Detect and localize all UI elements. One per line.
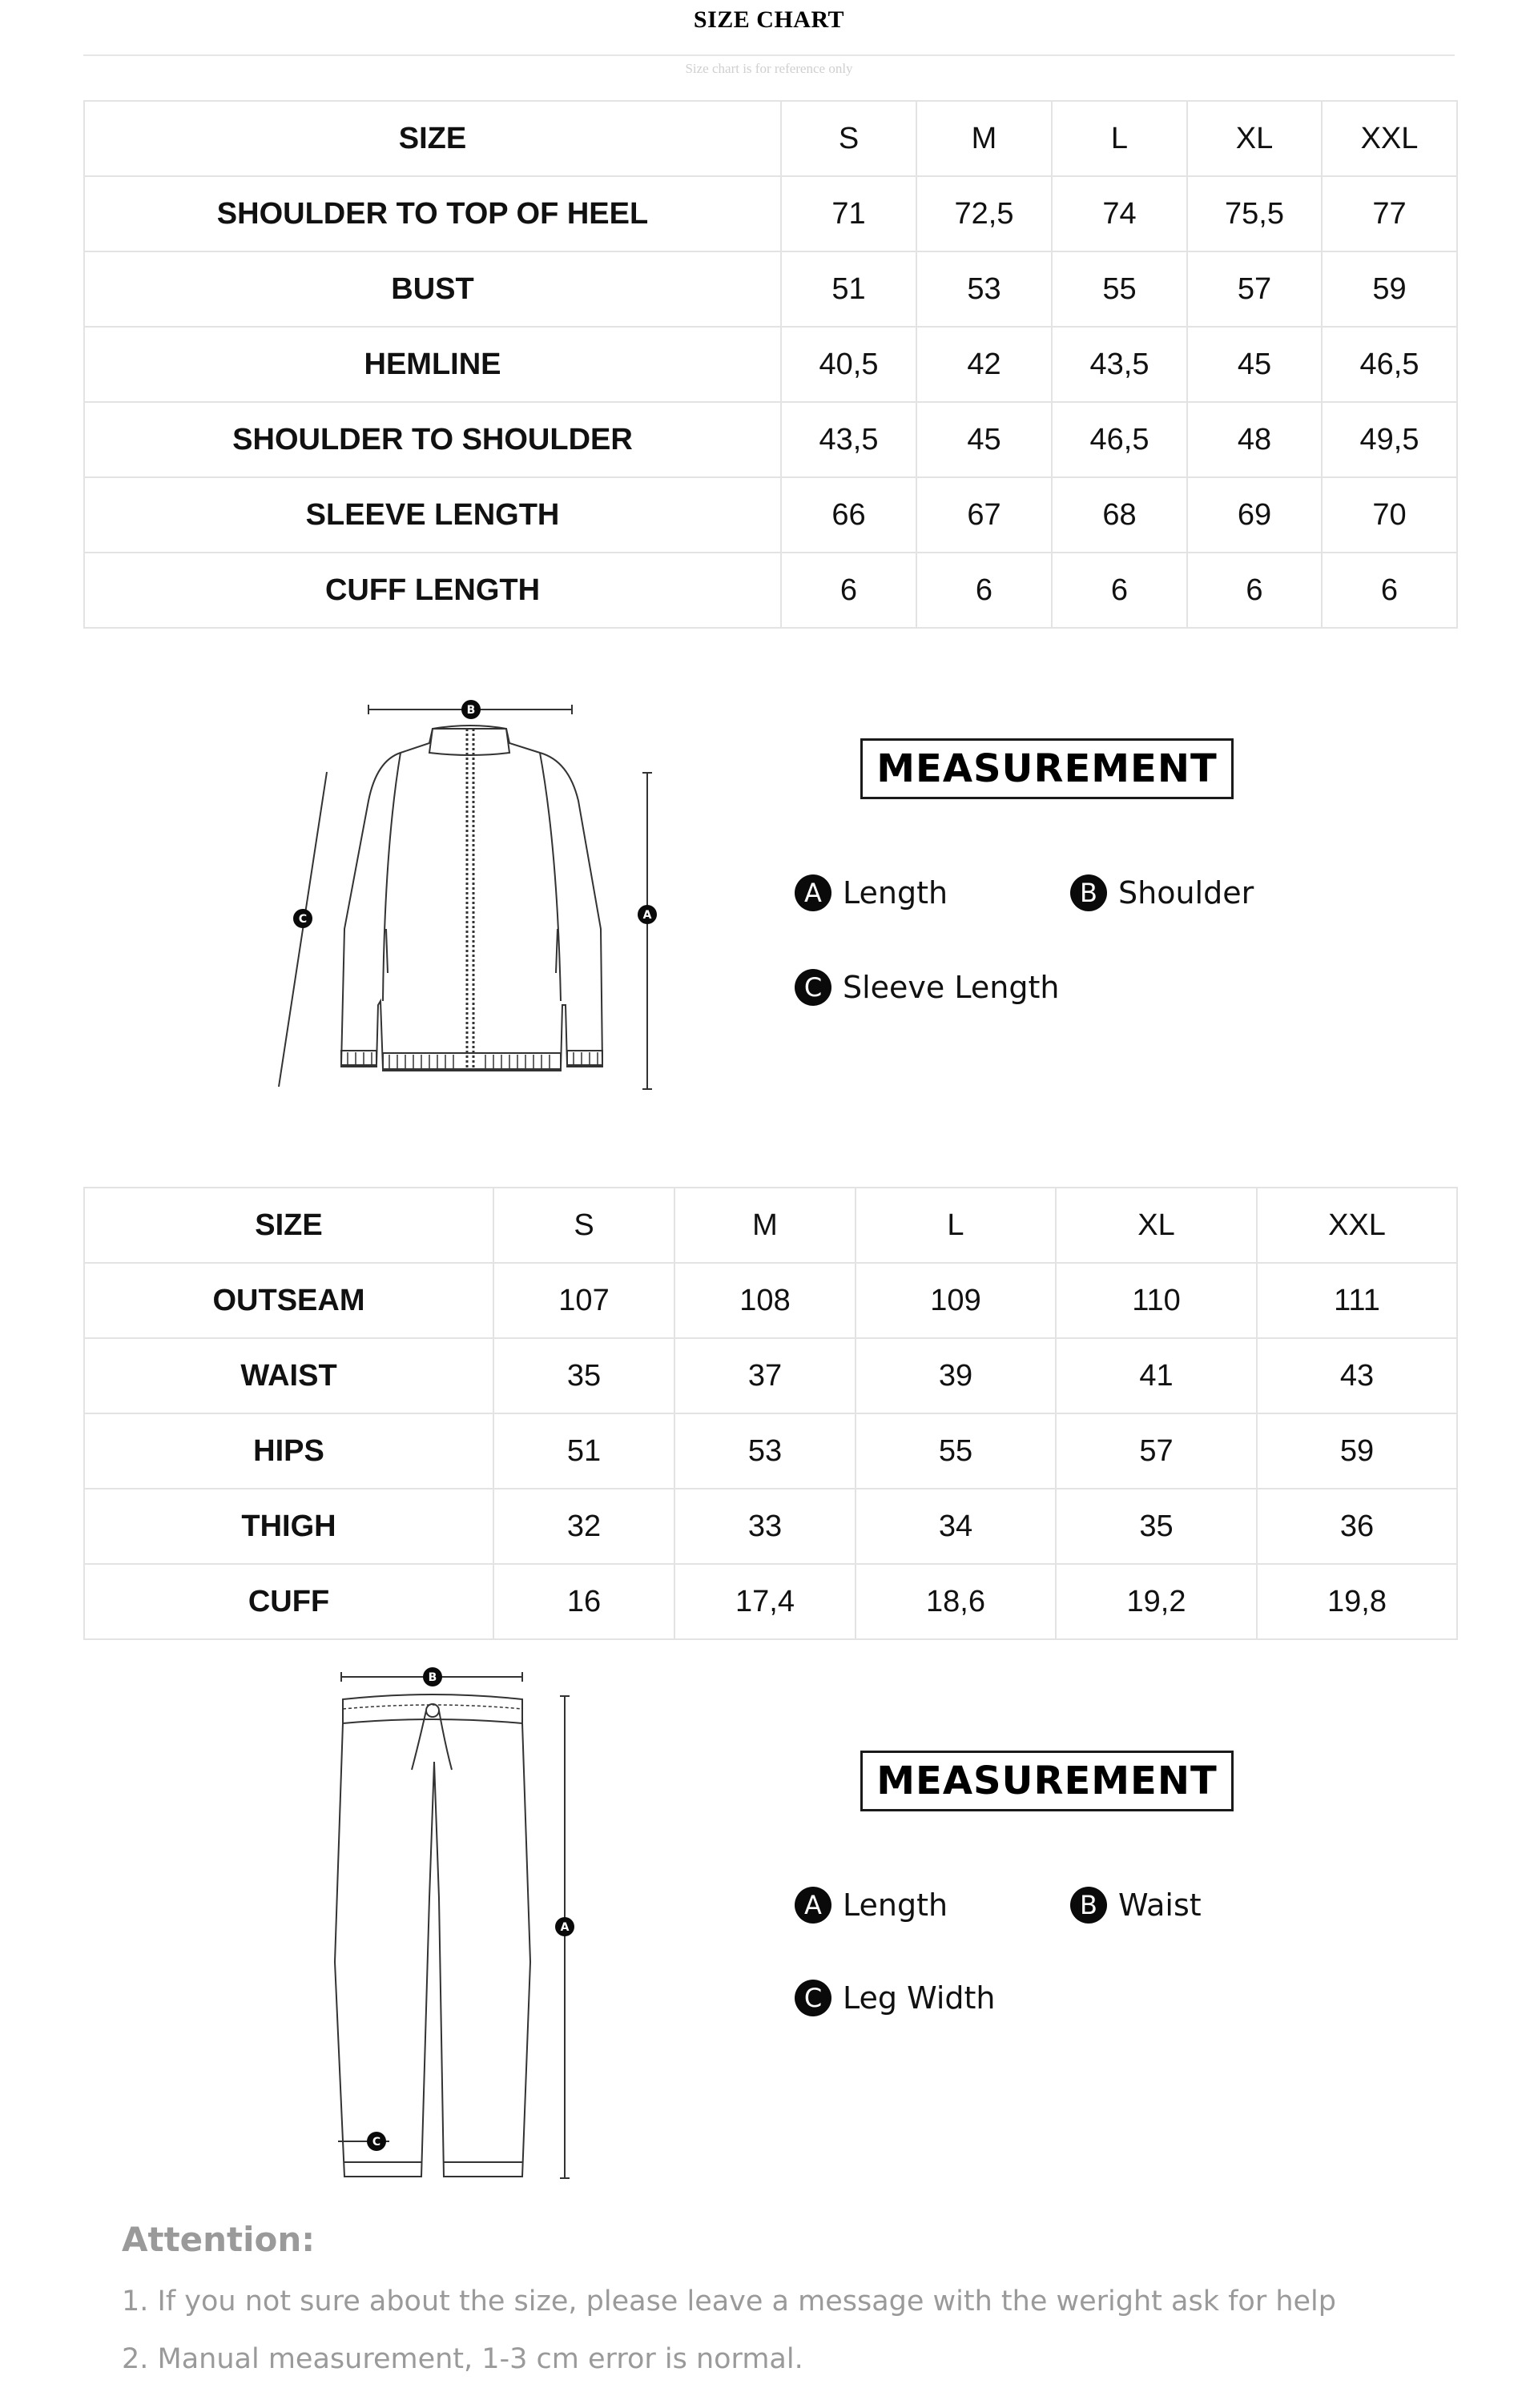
table-cell: 37 bbox=[674, 1338, 856, 1413]
table-header-row bbox=[84, 1188, 1457, 1263]
table-cell: 111 bbox=[1257, 1263, 1457, 1338]
badge-b-icon: B bbox=[1070, 1887, 1107, 1924]
badge-c-icon: C bbox=[795, 1980, 831, 2016]
row-label: BUST bbox=[84, 251, 781, 327]
table-cell: 35 bbox=[493, 1338, 674, 1413]
table-cell: 46,5 bbox=[1322, 327, 1457, 402]
table-cell: 51 bbox=[781, 251, 916, 327]
table-cell: 17,4 bbox=[674, 1564, 856, 1639]
column-header: L bbox=[856, 1188, 1056, 1263]
table-cell: 68 bbox=[1052, 477, 1187, 553]
table-cell: 41 bbox=[1056, 1338, 1257, 1413]
row-label: HIPS bbox=[84, 1413, 493, 1489]
legend-length bbox=[795, 874, 948, 911]
badge-a-icon: A bbox=[795, 1887, 831, 1924]
marker-c-label: C bbox=[298, 913, 308, 926]
legend-leg-width bbox=[795, 1980, 995, 2016]
marker-b-label: B bbox=[428, 1671, 437, 1684]
table-cell: 49,5 bbox=[1322, 402, 1457, 477]
page-title: SIZE CHART bbox=[693, 6, 845, 33]
table-cell: 6 bbox=[781, 553, 916, 628]
legend-label: Length bbox=[843, 875, 948, 911]
table-cell: 6 bbox=[1187, 553, 1322, 628]
sleeve-measure-line bbox=[279, 772, 327, 1087]
legend-shoulder bbox=[1070, 874, 1254, 911]
badge-b-icon: B bbox=[1070, 874, 1107, 911]
jacket-outline bbox=[341, 729, 602, 1069]
table-cell: 55 bbox=[856, 1413, 1056, 1489]
table-cell: 53 bbox=[916, 251, 1052, 327]
table-cell: 107 bbox=[493, 1263, 674, 1338]
table-cell: 53 bbox=[674, 1413, 856, 1489]
table-row bbox=[84, 477, 1457, 553]
marker-b-label: B bbox=[466, 704, 476, 717]
column-header: S bbox=[493, 1188, 674, 1263]
table-cell: 55 bbox=[1052, 251, 1187, 327]
legend-label: Sleeve Length bbox=[843, 970, 1060, 1005]
column-header: XL bbox=[1187, 101, 1322, 176]
row-label: SHOULDER TO TOP OF HEEL bbox=[84, 176, 781, 251]
table-cell: 18,6 bbox=[856, 1564, 1056, 1639]
table-cell: 70 bbox=[1322, 477, 1457, 553]
column-header: M bbox=[916, 101, 1052, 176]
pants-size-table bbox=[83, 1187, 1458, 1640]
table-cell: 72,5 bbox=[916, 176, 1052, 251]
table-cell: 42 bbox=[916, 327, 1052, 402]
table-cell: 75,5 bbox=[1187, 176, 1322, 251]
table-cell: 43,5 bbox=[1052, 327, 1187, 402]
table-row bbox=[84, 1489, 1457, 1564]
attention-heading: Attention: bbox=[122, 2220, 316, 2259]
table-cell: 19,2 bbox=[1056, 1564, 1257, 1639]
table-cell: 77 bbox=[1322, 176, 1457, 251]
table-cell: 45 bbox=[916, 402, 1052, 477]
table-cell: 40,5 bbox=[781, 327, 916, 402]
legend-label: Length bbox=[843, 1887, 948, 1923]
table-row bbox=[84, 327, 1457, 402]
table-cell: 32 bbox=[493, 1489, 674, 1564]
attention-note: 1. If you not sure about the size, please leave a message with the weright ask for help bbox=[122, 2285, 1336, 2318]
column-header: XL bbox=[1056, 1188, 1257, 1263]
table-cell: 67 bbox=[916, 477, 1052, 553]
table-cell: 108 bbox=[674, 1263, 856, 1338]
table-cell: 46,5 bbox=[1052, 402, 1187, 477]
legend-length bbox=[795, 1887, 948, 1924]
table-cell: 39 bbox=[856, 1338, 1056, 1413]
table-cell: 16 bbox=[493, 1564, 674, 1639]
table-cell: 66 bbox=[781, 477, 916, 553]
table-cell: 59 bbox=[1322, 251, 1457, 327]
table-cell: 57 bbox=[1187, 251, 1322, 327]
row-label: THIGH bbox=[84, 1489, 493, 1564]
table-cell: 45 bbox=[1187, 327, 1322, 402]
column-header: SIZE bbox=[84, 101, 781, 176]
table-cell: 6 bbox=[1052, 553, 1187, 628]
table-cell: 6 bbox=[1322, 553, 1457, 628]
column-header: XXL bbox=[1322, 101, 1457, 176]
table-row bbox=[84, 553, 1457, 628]
table-row bbox=[84, 176, 1457, 251]
marker-a-label: A bbox=[560, 1921, 570, 1934]
row-label: CUFF bbox=[84, 1564, 493, 1639]
row-label: WAIST bbox=[84, 1338, 493, 1413]
row-label: CUFF LENGTH bbox=[84, 553, 781, 628]
column-header: XXL bbox=[1257, 1188, 1457, 1263]
jacket-size-table bbox=[83, 100, 1458, 629]
table-cell: 109 bbox=[856, 1263, 1056, 1338]
badge-c-icon: C bbox=[795, 969, 831, 1006]
table-cell: 59 bbox=[1257, 1413, 1457, 1489]
jacket-measurement-heading: MEASUREMENT bbox=[860, 738, 1234, 799]
table-row bbox=[84, 251, 1457, 327]
table-row bbox=[84, 402, 1457, 477]
table-cell: 19,8 bbox=[1257, 1564, 1457, 1639]
column-header: L bbox=[1052, 101, 1187, 176]
badge-a-icon: A bbox=[795, 874, 831, 911]
table-cell: 71 bbox=[781, 176, 916, 251]
table-row bbox=[84, 1564, 1457, 1639]
legend-sleeve-length bbox=[795, 969, 1059, 1006]
table-cell: 51 bbox=[493, 1413, 674, 1489]
table-cell: 57 bbox=[1056, 1413, 1257, 1489]
legend-label: Waist bbox=[1118, 1887, 1202, 1923]
marker-c-label: C bbox=[372, 2136, 381, 2149]
row-label: SLEEVE LENGTH bbox=[84, 477, 781, 553]
pants-outline bbox=[335, 1723, 530, 2177]
title-divider bbox=[83, 54, 1455, 56]
table-cell: 34 bbox=[856, 1489, 1056, 1564]
table-cell: 48 bbox=[1187, 402, 1322, 477]
table-row bbox=[84, 1413, 1457, 1489]
table-row bbox=[84, 1338, 1457, 1413]
column-header: SIZE bbox=[84, 1188, 493, 1263]
attention-note: 2. Manual measurement, 1-3 cm error is normal. bbox=[122, 2343, 803, 2375]
table-cell: 74 bbox=[1052, 176, 1187, 251]
table-cell: 43 bbox=[1257, 1338, 1457, 1413]
pants-diagram bbox=[312, 1658, 593, 2186]
column-header: M bbox=[674, 1188, 856, 1263]
pants-measurement-heading: MEASUREMENT bbox=[860, 1751, 1234, 1811]
legend-label: Leg Width bbox=[843, 1980, 996, 2016]
table-cell: 6 bbox=[916, 553, 1052, 628]
page-subtitle: Size chart is for reference only bbox=[685, 61, 853, 76]
table-cell: 69 bbox=[1187, 477, 1322, 553]
jacket-diagram bbox=[264, 689, 681, 1105]
legend-waist bbox=[1070, 1887, 1202, 1924]
row-label: SHOULDER TO SHOULDER bbox=[84, 402, 781, 477]
table-cell: 35 bbox=[1056, 1489, 1257, 1564]
table-header-row bbox=[84, 101, 1457, 176]
marker-a-label: A bbox=[642, 909, 652, 922]
row-label: OUTSEAM bbox=[84, 1263, 493, 1338]
table-cell: 43,5 bbox=[781, 402, 916, 477]
table-row bbox=[84, 1263, 1457, 1338]
column-header: S bbox=[781, 101, 916, 176]
table-cell: 110 bbox=[1056, 1263, 1257, 1338]
table-cell: 33 bbox=[674, 1489, 856, 1564]
table-cell: 36 bbox=[1257, 1489, 1457, 1564]
legend-label: Shoulder bbox=[1118, 875, 1254, 911]
row-label: HEMLINE bbox=[84, 327, 781, 402]
